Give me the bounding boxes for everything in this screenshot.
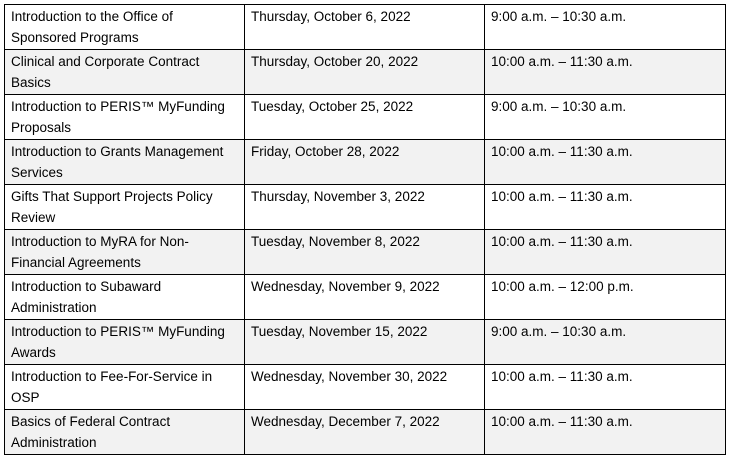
session-time: 10:00 a.m. – 11:30 a.m. <box>485 185 726 230</box>
session-time: 10:00 a.m. – 11:30 a.m. <box>485 230 726 275</box>
table-row <box>5 95 726 140</box>
session-title: Clinical and Corporate Contract Basics <box>5 50 245 95</box>
session-date: Thursday, October 6, 2022 <box>245 5 485 50</box>
session-date: Wednesday, November 30, 2022 <box>245 365 485 410</box>
session-title: Basics of Federal Contract Administration <box>5 410 245 455</box>
session-date: Wednesday, December 7, 2022 <box>245 410 485 455</box>
session-date: Wednesday, November 9, 2022 <box>245 275 485 320</box>
session-time: 10:00 a.m. – 11:30 a.m. <box>485 50 726 95</box>
table-row <box>5 230 726 275</box>
session-title: Introduction to PERIS™ MyFunding Proposals <box>5 95 245 140</box>
session-title: Introduction to MyRA for Non-Financial Agreements <box>5 230 245 275</box>
session-time: 10:00 a.m. – 11:30 a.m. <box>485 140 726 185</box>
table-row <box>5 365 726 410</box>
session-date: Tuesday, November 15, 2022 <box>245 320 485 365</box>
table-row <box>5 320 726 365</box>
session-title: Introduction to Fee-For-Service in OSP <box>5 365 245 410</box>
training-schedule-table <box>4 4 726 455</box>
session-time: 9:00 a.m. – 10:30 a.m. <box>485 5 726 50</box>
table-row <box>5 50 726 95</box>
session-title: Introduction to Subaward Administration <box>5 275 245 320</box>
session-date: Tuesday, November 8, 2022 <box>245 230 485 275</box>
session-date: Thursday, November 3, 2022 <box>245 185 485 230</box>
session-time: 10:00 a.m. – 12:00 p.m. <box>485 275 726 320</box>
table-row <box>5 185 726 230</box>
session-time: 9:00 a.m. – 10:30 a.m. <box>485 320 726 365</box>
table-row <box>5 140 726 185</box>
session-time: 10:00 a.m. – 11:30 a.m. <box>485 410 726 455</box>
table-row <box>5 275 726 320</box>
session-title: Introduction to PERIS™ MyFunding Awards <box>5 320 245 365</box>
session-time: 9:00 a.m. – 10:30 a.m. <box>485 95 726 140</box>
session-title: Introduction to Grants Management Services <box>5 140 245 185</box>
session-title: Introduction to the Office of Sponsored Programs <box>5 5 245 50</box>
session-date: Friday, October 28, 2022 <box>245 140 485 185</box>
table-row <box>5 5 726 50</box>
table-row <box>5 410 726 455</box>
session-date: Thursday, October 20, 2022 <box>245 50 485 95</box>
session-date: Tuesday, October 25, 2022 <box>245 95 485 140</box>
session-time: 10:00 a.m. – 11:30 a.m. <box>485 365 726 410</box>
session-title: Gifts That Support Projects Policy Review <box>5 185 245 230</box>
